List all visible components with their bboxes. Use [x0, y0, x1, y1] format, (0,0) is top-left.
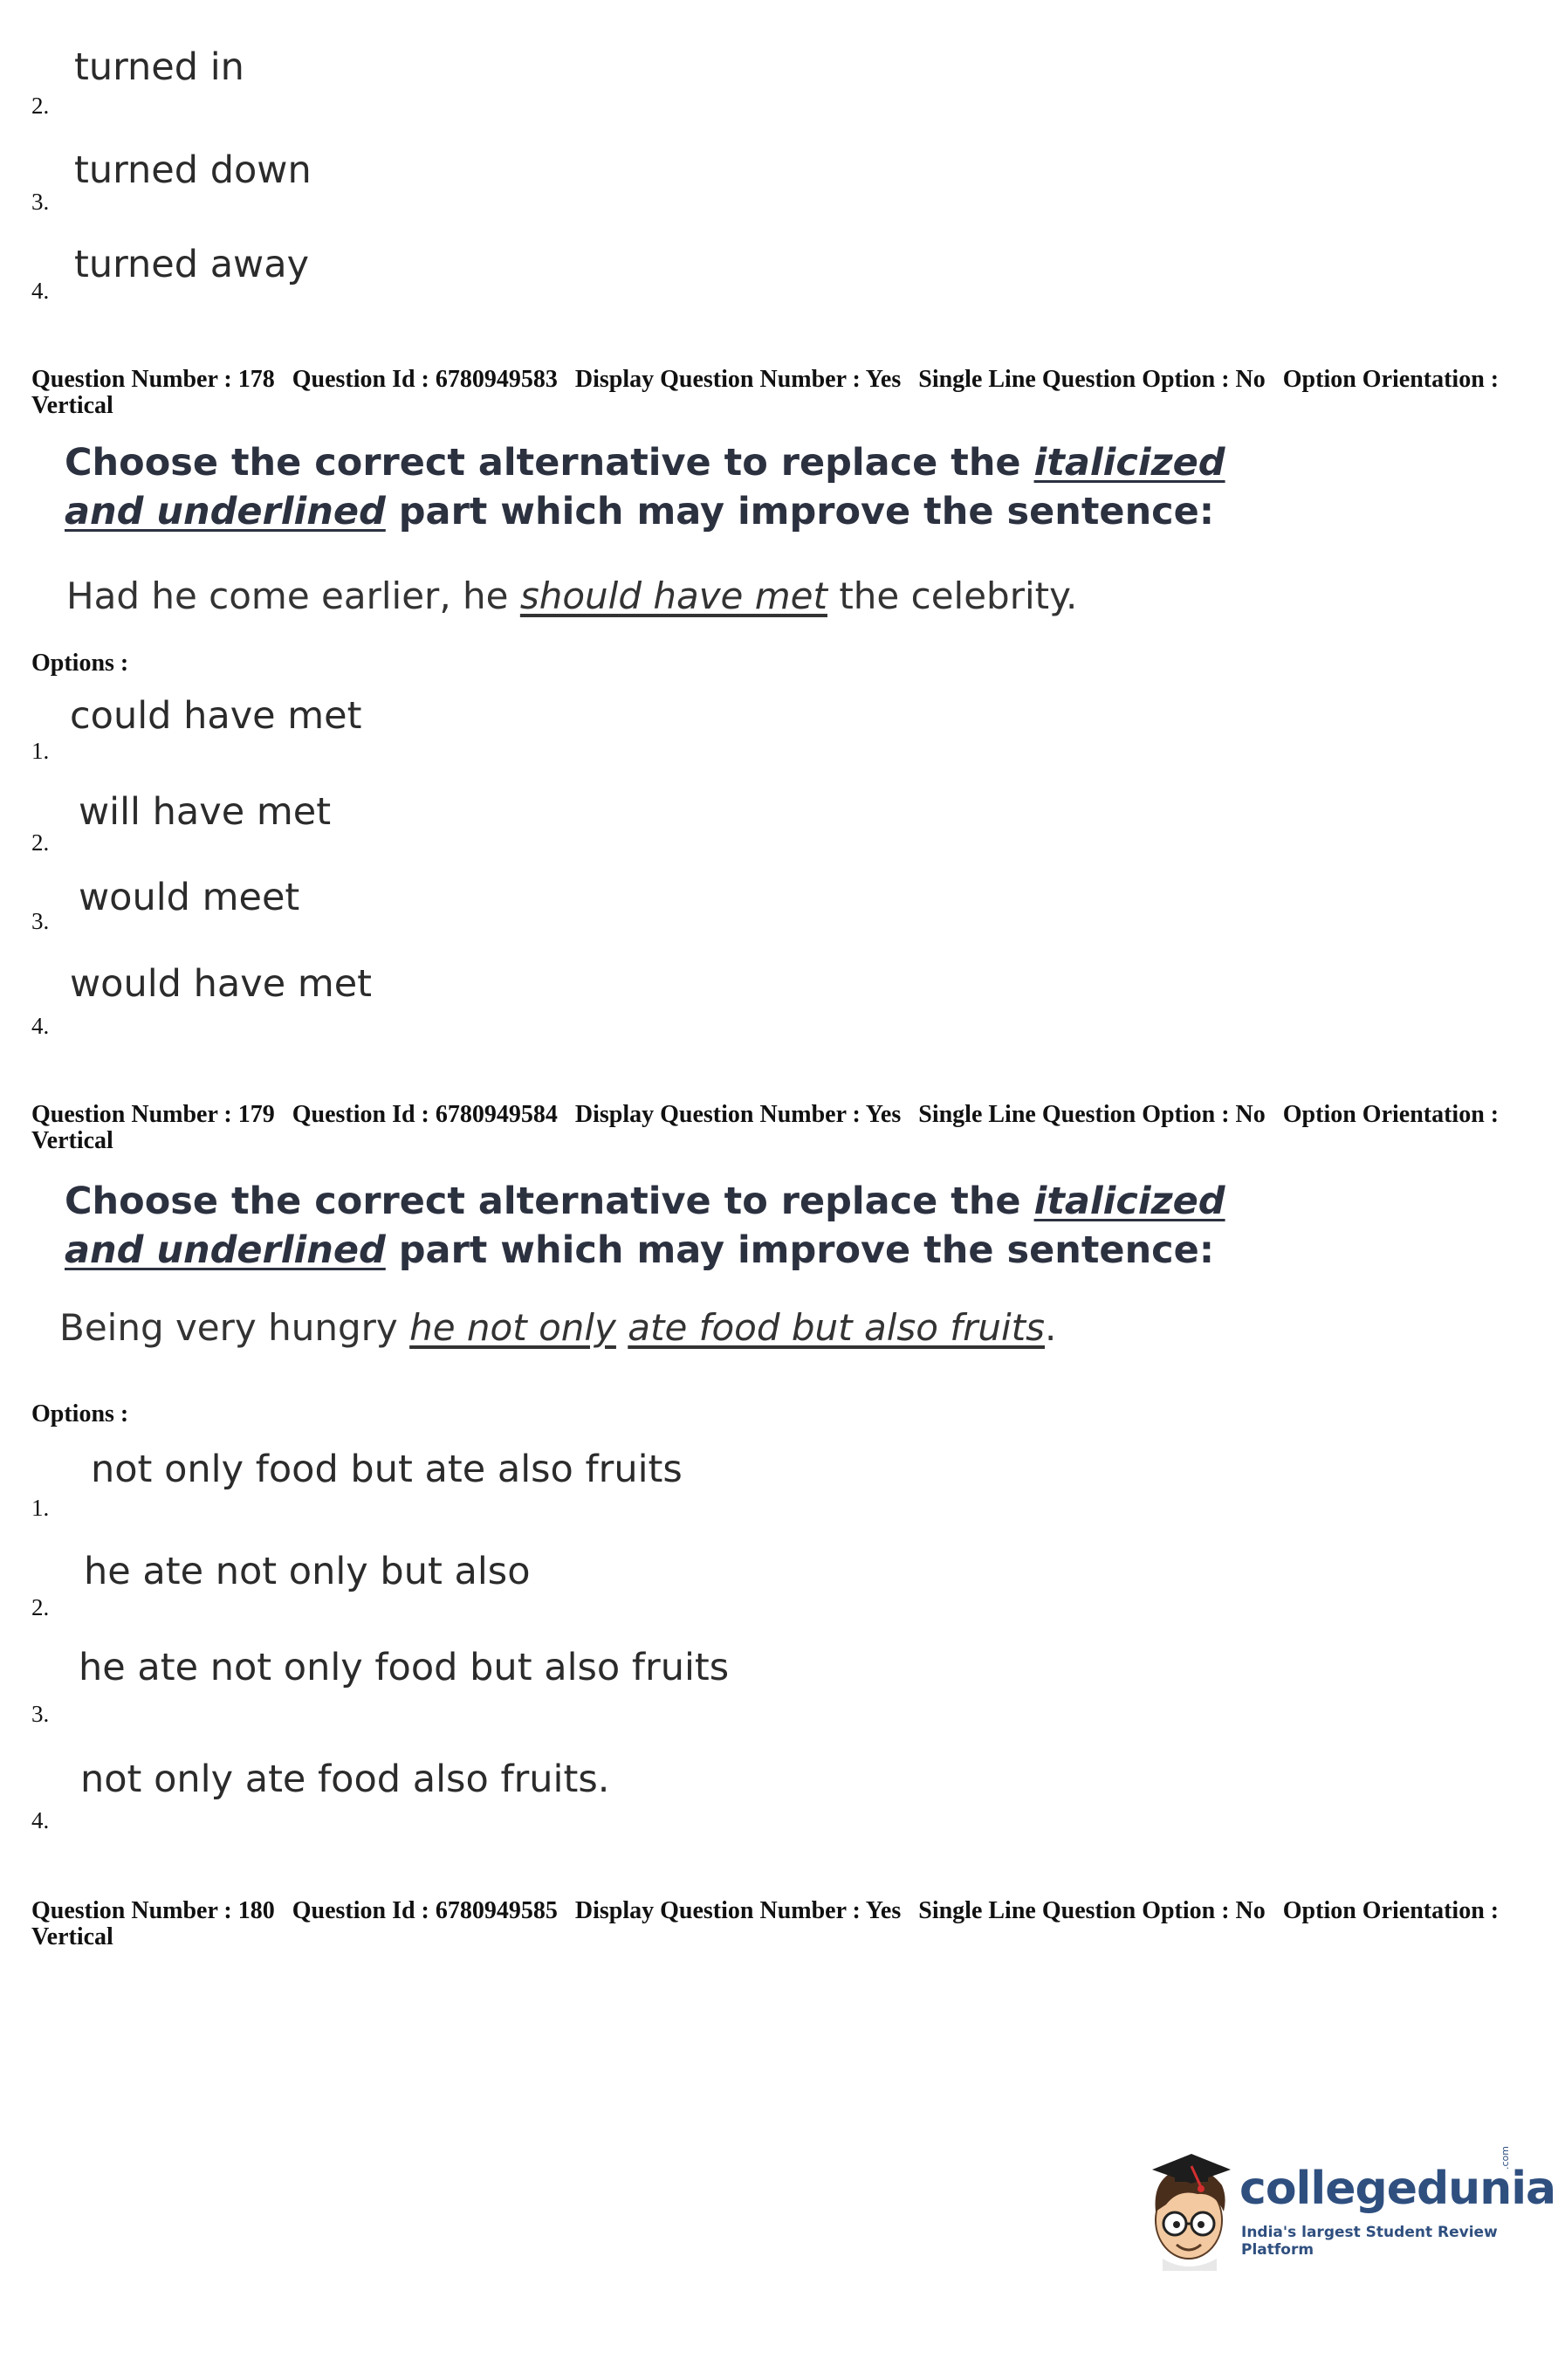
q179-option-4-text[interactable]: not only ate food also fruits.	[80, 1757, 610, 1801]
logo-wordmark: collegedunia	[1239, 2163, 1556, 2215]
question-id: Question Id : 6780949585	[292, 1897, 558, 1924]
q179-option-1-number: 1.	[31, 1495, 50, 1521]
question-number: Question Number : 180	[31, 1897, 275, 1924]
single-line-option: Single Line Question Option : No	[918, 1101, 1266, 1128]
option-orientation: Option Orientation : Vertical	[31, 1897, 1500, 1950]
q179-option-1-text[interactable]: not only food but ate also fruits	[91, 1448, 683, 1491]
q178-option-3-number: 3.	[31, 908, 50, 934]
display-question-number: Display Question Number : Yes	[574, 1101, 902, 1128]
option-orientation: Option Orientation : Vertical	[31, 1101, 1500, 1154]
question-number: Question Number : 179	[31, 1101, 275, 1128]
question-number: Question Number : 178	[31, 366, 275, 393]
q179-option-3-number: 3.	[31, 1701, 50, 1727]
display-question-number: Display Question Number : Yes	[574, 1897, 902, 1924]
question-178-meta	[31, 367, 1515, 419]
q179-option-4-number: 4.	[31, 1807, 50, 1833]
q178-option-1-text[interactable]: could have met	[70, 694, 362, 738]
question-178-options-label: Options :	[31, 650, 129, 677]
prev-option-3-text: turned down	[74, 148, 312, 192]
question-179-sentence: Being very hungry he not only ate food but also fruits.	[59, 1306, 1057, 1349]
collegedunia-logo[interactable]	[1143, 2143, 1556, 2274]
q178-option-2-text[interactable]: will have met	[79, 790, 332, 834]
logo-tagline: India's largest Student Review Platform	[1241, 2224, 1498, 2259]
single-line-option: Single Line Question Option : No	[918, 1897, 1266, 1924]
q178-option-2-number: 2.	[31, 829, 50, 856]
display-question-number: Display Question Number : Yes	[574, 366, 902, 393]
mascot-icon	[1143, 2143, 1239, 2274]
q178-option-3-text[interactable]: would meet	[79, 876, 300, 919]
q179-option-2-text[interactable]: he ate not only but also	[84, 1550, 531, 1593]
question-178-sentence: Had he come earlier, he should have met the celebrity.	[66, 574, 1078, 617]
q178-option-4-text[interactable]: would have met	[70, 962, 373, 1006]
q179-option-2-number: 2.	[31, 1594, 50, 1620]
q178-option-4-number: 4.	[31, 1013, 50, 1039]
prev-option-2-text: turned in	[74, 45, 244, 89]
question-178-instruction: Choose the correct alternative to replace the italicized and underlined part which may improve the sentence:	[65, 441, 1225, 533]
question-id: Question Id : 6780949583	[292, 366, 558, 393]
q178-option-1-number: 1.	[31, 738, 50, 764]
question-179-meta	[31, 1102, 1515, 1154]
q179-option-3-text[interactable]: he ate not only food but also fruits	[79, 1646, 730, 1689]
prev-option-4-text: turned away	[74, 243, 310, 286]
option-orientation: Option Orientation : Vertical	[31, 366, 1500, 419]
prev-option-4-number: 4.	[31, 278, 50, 304]
single-line-option: Single Line Question Option : No	[918, 366, 1266, 393]
question-id: Question Id : 6780949584	[292, 1101, 558, 1128]
logo-suffix: .com	[1500, 2146, 1511, 2170]
prev-option-3-number: 3.	[31, 189, 50, 215]
question-179-instruction: Choose the correct alternative to replace the italicized and underlined part which may improve the sentence:	[65, 1180, 1225, 1272]
prev-option-2-number: 2.	[31, 93, 50, 119]
question-180-meta	[31, 1898, 1515, 1950]
question-179-options-label: Options :	[31, 1400, 129, 1427]
